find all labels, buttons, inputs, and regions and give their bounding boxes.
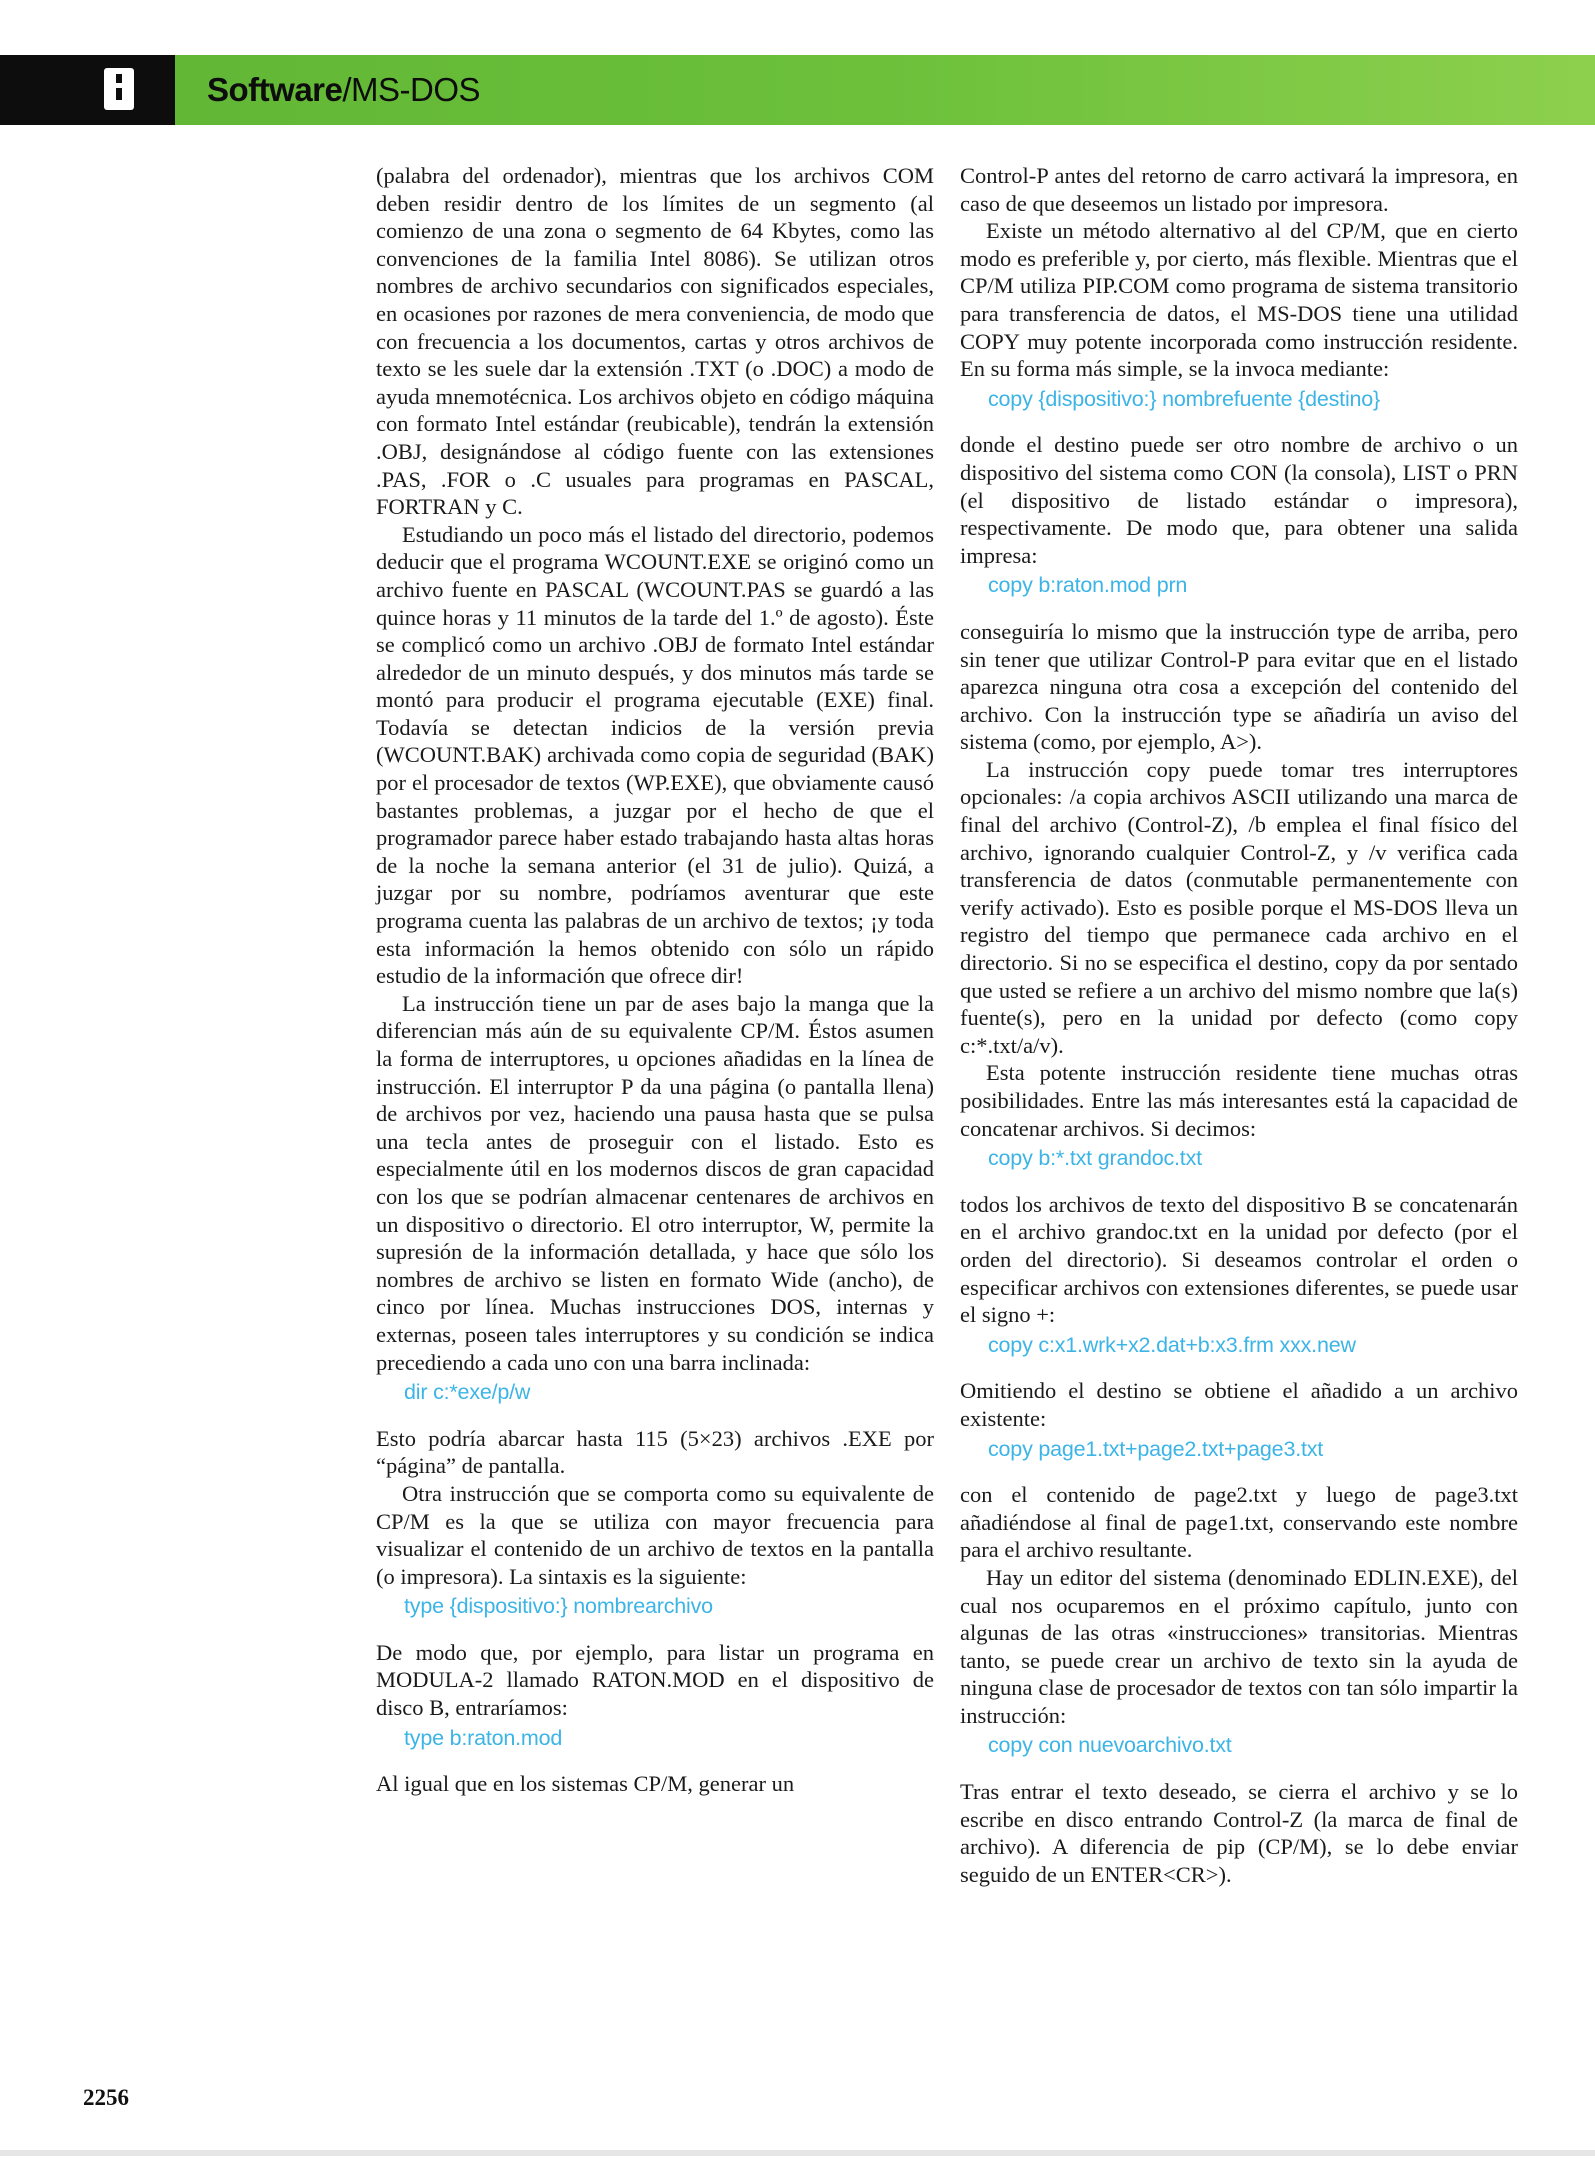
- header-black-block: [0, 55, 175, 125]
- paragraph: Hay un editor del sistema (denominado EDLIN.EXE), del cual nos ocuparemos en el próximo capítulo, junto con algunas de las otras «instrucciones» transitorias. Mientras tanto, se puede crear un archivo de texto sin la ayuda de ninguna clase de procesador de textos con tan sólo impartir la instrucción:: [960, 1564, 1518, 1728]
- paragraph: La instrucción tiene un par de ases bajo la manga que la diferencian más aún de su equivalente CP/M. Éstos asumen la forma de interruptores, u opciones añadidas en la línea de instrucción. El interruptor P da una página (o pantalla llena) de archivos por vez, haciendo una pausa hasta que se pulsa una tecla antes de proseguir con el listado. Esto es especialmente útil en los modernos discos de gran capacidad con los que se podrían almacenar centenares de archivos en un dispositivo o directorio. El otro interruptor, W, permite la supresión de la información detallada, y hace que sólo los nombres de archivo se listen en formato Wide (ancho), de cinco por línea. Muchas instrucciones DOS, internas y externas, poseen tales interruptores y su condición se indica precediendo a cada uno con una barra inclinada:: [376, 990, 934, 1375]
- footer-rule: [0, 2150, 1595, 2156]
- command-example: copy con nuevoarchivo.txt: [988, 1733, 1232, 1758]
- paragraph: De modo que, por ejemplo, para listar un programa en MODULA-2 llamado RATON.MOD en el dispositivo de disco B, entraríamos:: [376, 1639, 934, 1721]
- paragraph: con el contenido de page2.txt y luego de page3.txt añadiéndose al final de page1.txt, conservando este nombre para el archivo resultante.: [960, 1482, 1518, 1563]
- section-title-bold: Software: [207, 71, 343, 108]
- left-column: [376, 162, 934, 1798]
- paragraph: Otra instrucción que se comporta como su equivalente de CP/M es la que se utiliza con mayor frecuencia para visualizar el contenido de un archivo de textos en la pantalla (o impresora). La sintaxis es la siguiente:: [376, 1480, 934, 1589]
- page-number: 2256: [83, 2085, 129, 2110]
- paragraph: Al igual que en los sistemas CP/M, generar un: [376, 1771, 795, 1797]
- paragraph: Esta potente instrucción residente tiene muchas otras posibilidades. Entre las más interesantes está la capacidad de concatenar archivos. Si decimos:: [960, 1060, 1518, 1141]
- paragraph: Existe un método alternativo al del CP/M, que en cierto modo es preferible y, por cierto, más flexible. Mientras que el CP/M utiliza PIP.COM como programa de sistema transitorio para transferencia de datos, el MS-DOS tiene una utilidad COPY muy potente incorporada como instrucción residente. En su forma más simple, se la invoca mediante:: [960, 218, 1518, 382]
- command-example: copy page1.txt+page2.txt+page3.txt: [988, 1436, 1324, 1461]
- paragraph: Control-P antes del retorno de carro activará la impresora, en caso de que deseemos un listado por impresora.: [960, 163, 1518, 216]
- paragraph: todos los archivos de texto del dispositivo B se concatenarán en el archivo grandoc.txt en la unidad por defecto (por el orden del directorio). Si deseamos controlar el orden o especificar archivos con extensiones diferentes, se puede usar el signo +:: [960, 1191, 1518, 1328]
- command-example: copy {dispositivo:} nombrefuente {destino}: [988, 386, 1381, 411]
- command-example: dir c:*exe/p/w: [404, 1380, 531, 1405]
- command-example: type b:raton.mod: [404, 1725, 563, 1750]
- paragraph: Estudiando un poco más el listado del directorio, podemos deducir que el programa WCOUNT.EXE se originó como un archivo fuente en PASCAL (WCOUNT.PAS se guardó a las quince horas y 11 minutos de la tarde del 1.º de agosto). Éste se complicó como un archivo .OBJ de formato Intel estándar alrededor de un minuto después, y dos minutos más tarde se montó para producir el programa ejecutable (EXE) final. Todavía se detectan indicios de la versión previa (WCOUNT.BAK) archivada como copia de seguridad (BAK) por el procesador de textos (WP.EXE), que obviamente causó bastantes problemas, a juzgar por el hecho de que el programador parece haber estado trabajando hasta altas horas de la noche la semana anterior (el 31 de julio). Quizá, a juzgar por su nombre, podríamos aventurar que este programa cuenta las palabras de un archivo de textos; ¡y toda esta información la hemos obtenido con sólo un rápido estudio de la información que ofrece dir!: [376, 521, 934, 989]
- paragraph: conseguiría lo mismo que la instrucción type de arriba, pero sin tener que utilizar Control-P para evitar que en el listado aparezca ninguna otra cosa a excepción del contenido del archivo. Con la instrucción type se añadiría un aviso del sistema (como, por ejemplo, A>).: [960, 618, 1518, 755]
- paragraph: Tras entrar el texto deseado, se cierra el archivo y se lo escribe en disco entrando Control-Z (la marca de final de archivo). A diferencia de pip (CP/M), se lo debe enviar seguido de un ENTER<CR>).: [960, 1779, 1518, 1887]
- floppy-disk-icon: [104, 68, 134, 110]
- right-column: [960, 162, 1518, 1888]
- paragraph: Omitiendo el destino se obtiene el añadido a un archivo existente:: [960, 1378, 1518, 1431]
- command-example: type {dispositivo:} nombrearchivo: [404, 1594, 713, 1619]
- section-title-rest: /MS-DOS: [342, 71, 481, 108]
- paragraph: donde el destino puede ser otro nombre de archivo o un dispositivo del sistema como CON (la consola), LIST o PRN (el dispositivo de listado estándar o impresora), respectivamente. De modo que, para obtener una salida impresa:: [960, 432, 1518, 568]
- paragraph: (palabra del ordenador), mientras que los archivos COM deben residir dentro de los límites de un segmento (al comienzo de una zona o segmento de 64 Kbytes, como las convenciones de la familia Intel 8086). Se utilizan otros nombres de archivo secundarios con significados especiales, en ocasiones por razones de mera conveniencia, de modo que con frecuencia a los documentos, cartas y otros archivos de texto se les suele dar la extensión .TXT (o .DOC) a modo de ayuda mnemotécnica. Los archivos objeto en código máquina con formato Intel estándar (reubicable), tendrán la extensión .OBJ, designándose al código fuente con las extensiones .PAS, .FOR o .C usuales para programas en PASCAL, FORTRAN y C.: [376, 163, 934, 520]
- paragraph: La instrucción copy puede tomar tres interruptores opcionales: /a copia archivos ASCII utilizando una marca de final del archivo (Control-Z), /b emplea el final físico del archivo, ignorando cualquier Control-Z, y /v verifica cada transferencia de datos (conmutable permanentemente con verify activado). Esto es posible porque el MS-DOS lleva un registro del tiempo que permanece cada archivo en el directorio. Si no se especifica el destino, copy da por sentado que usted se refiere a un archivo del mismo nombre que la(s) fuente(s), pero en la unidad por defecto (como copy c:*.txt/a/v).: [960, 756, 1518, 1058]
- command-example: copy b:*.txt grandoc.txt: [988, 1146, 1202, 1171]
- command-example: copy b:raton.mod prn: [988, 573, 1188, 598]
- section-title: [207, 68, 480, 112]
- command-example: copy c:x1.wrk+x2.dat+b:x3.frm xxx.new: [988, 1332, 1356, 1357]
- paragraph: Esto podría abarcar hasta 115 (5×23) archivos .EXE por “página” de pantalla.: [376, 1425, 934, 1479]
